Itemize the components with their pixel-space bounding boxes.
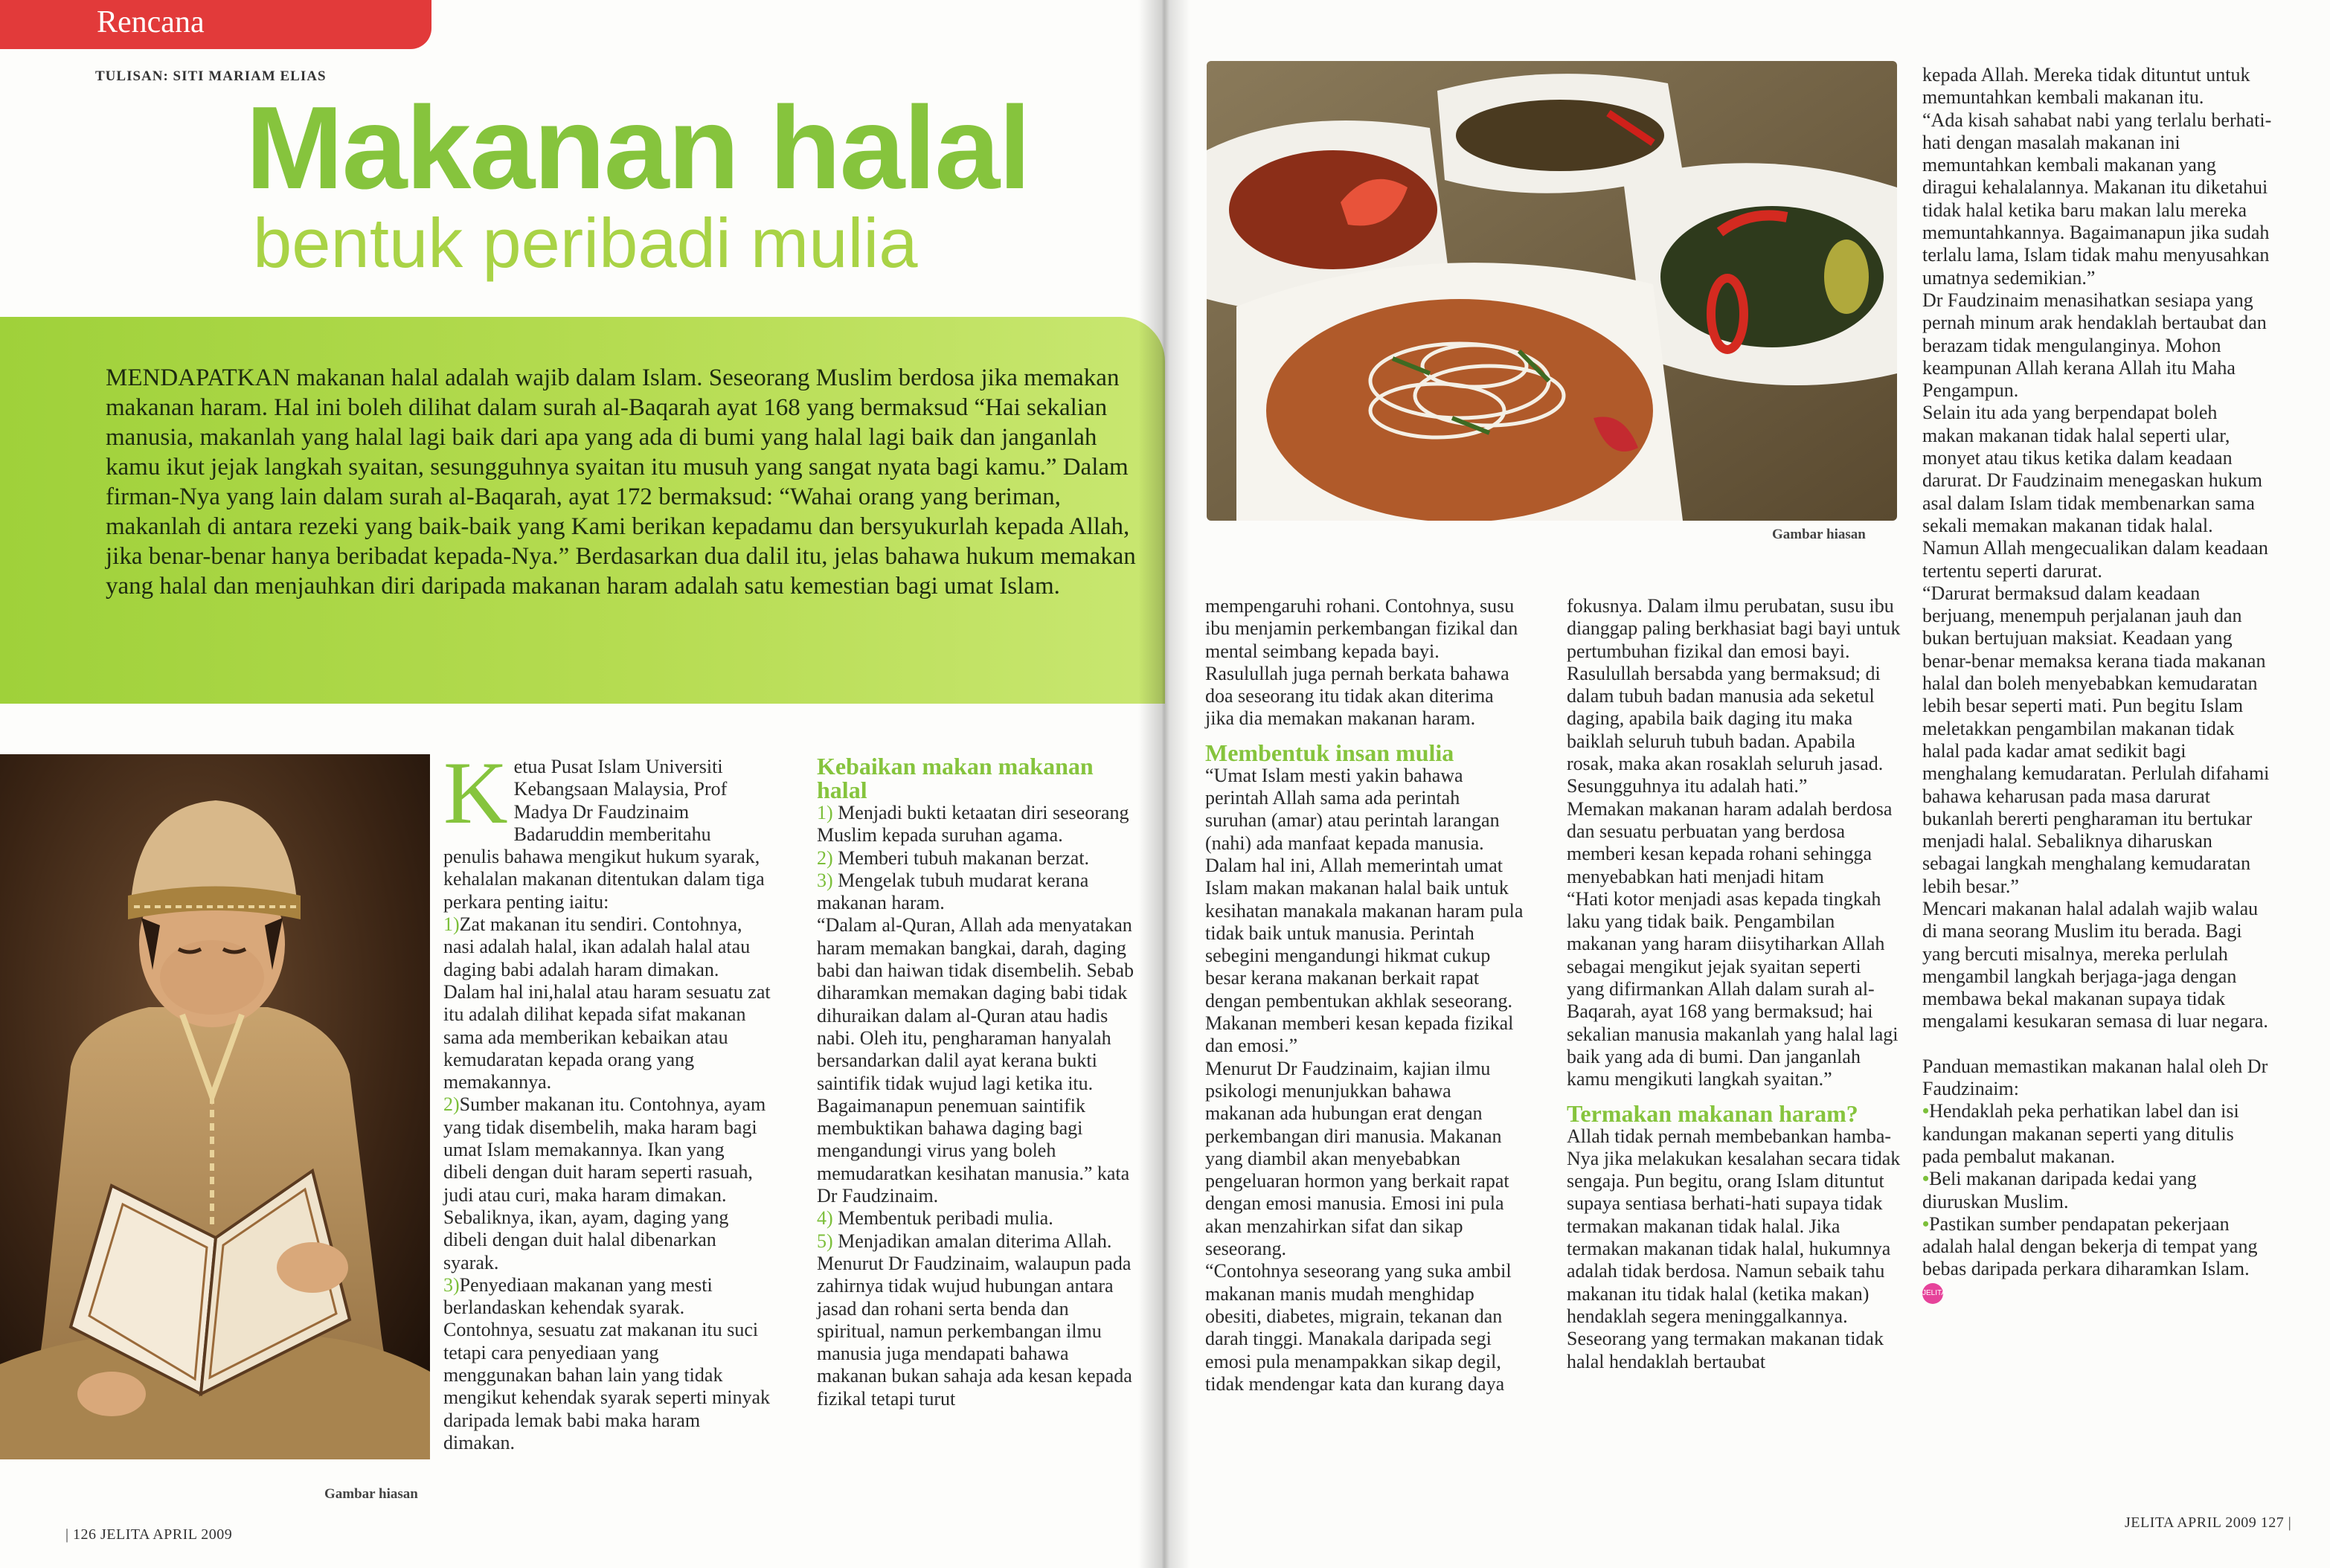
body-paragraph: Memakan makanan haram adalah berdosa dan sesuatu perbuatan yang berdosa memberi kesan kepada rohani sehingga menyebabkan hati menjadi hitam <box>1567 797 1893 887</box>
folio-right: JELITA APRIL 2009 127 | <box>2125 1514 2292 1531</box>
list-number: 1) <box>817 802 833 823</box>
column-2 <box>817 754 1138 1410</box>
list-number: 3) <box>443 1273 460 1296</box>
drop-cap: K <box>443 743 508 842</box>
byline: TULISAN: SITI MARIAM ELIAS <box>95 68 327 84</box>
spine-shadow <box>1138 0 1190 1568</box>
body-paragraph: mempengaruhi rohani. Contohnya, susu ibu menjamin perkembangan fizikal dan mental seimbang kepada bayi. Rasulullah juga pernah berkata bahawa doa seseorang itu tidak akan diterima jika dia memakan makanan haram. <box>1205 595 1518 730</box>
tip-item: Hendaklah peka perhatikan label dan isi kandungan makanan seperti yang ditulis pada pembalut makanan. <box>1922 1100 2239 1167</box>
list-item: Menjadikan amalan diterima Allah. <box>838 1230 1112 1252</box>
column-5 <box>1922 64 2272 1304</box>
bullet-icon: • <box>1922 1168 1930 1190</box>
lede-paragraph: MENDAPATKAN makanan halal adalah wajib dalam Islam. Seseorang Muslim berdosa jika memakan makanan haram. Hal ini boleh dilihat dalam surah al-Baqarah ayat 168 yang bermaksud “Hai sekalian manusia, makanlah yang halal lagi baik dari apa yang ada di bumi yang halal lagi baik dan janganlah kamu ikut jejak langkah syaitan, sesungguhnya syaitan itu musuh yang sangat nyata bagi kamu.” Dalam firman-Nya yang lain dalam surah al-Baqarah, ayat 172 bermaksud: “Wahai orang yang beriman, makanlah di antara rezeki yang baik-baik yang Kami berikan kepadamu dan bersyukurlah kepada Allah, jika benar-benar hanya beribadat kepada-Nya.” Berdasarkan dua dalil itu, jelas bahawa hukum memakan yang halal dan menjauhkan diri daripada makanan haram adalah satu kemestian bagi umat Islam. <box>106 364 1136 600</box>
body-paragraph: Allah tidak pernah membebankan hamba-Nya jika melakukan kesalahan secara tidak sengaja. Pun begitu, orang Islam dituntut supaya sentiasa berhati-hati supaya tidak termakan makanan tidak halal. Jika termakan makanan tidak halal, hukumnya adalah tidak berdosa. Namun sebaik tahu makanan itu tidak halal (ketika makan) hendaklah segera meninggalkannya. <box>1567 1125 1901 1327</box>
photo-boy-reading-quran <box>0 754 430 1459</box>
subheading-kebaikan: Kebaikan makan makanan halal <box>817 753 1094 803</box>
body-paragraph: fokusnya. Dalam ilmu perubatan, susu ibu dianggap paling berkhasiat bagi bayi untuk pertumbuhan fizikal dan emosi bayi. Rasulullah bersabda yang bermaksud; di dalam tubuh badan manusia ada seketul daging, apabila baik daging itu maka baiklah seluruh tubuh badan. Apabila rosak, maka akan rosaklah seluruh jasad. Sesungguhnya itu adalah hati.” <box>1567 595 1901 797</box>
body-paragraph: “Hati kotor menjadi asas kepada tingkah laku yang tidak baik. Pengambilan makanan yang haram diisytiharkan Allah sebagai mengikut jejak syaitan seperti yang difirmankan Allah dalam surah al-Baqarah, ayat 168 yang bermaksud; hai sekalian manusia makanlah yang halal lagi baik yang ada di bumi. Dan janganlah kamu mengikuti langkah syaitan.” <box>1567 887 1899 1090</box>
list-number: 1) <box>443 913 460 936</box>
list-number: 2) <box>443 1093 460 1116</box>
body-paragraph: Selain itu ada yang berpendapat boleh makan makanan tidak halal seperti ular, monyet atau tikus ketika dalam keadaan darurat. Dr Faudzinaim menegaskan hukum asal dalam Islam tidak membenarkan sama sekali memakan makanan tidak halal. Namun Allah mengecualikan dalam keadaan tertentu seperti darurat. <box>1922 402 2268 582</box>
body-paragraph: Seseorang yang termakan makanan tidak halal hendaklah bertaubat <box>1567 1328 1884 1372</box>
subheading-membentuk: Membentuk insan mulia <box>1205 739 1454 766</box>
list-item: Menjadi bukti ketaatan diri seseorang Muslim kepada suruhan agama. <box>817 802 1129 846</box>
col1-point3: Penyediaan makanan yang mesti berlandaskan kehendak syarak. Contohnya, sesuatu zat makanan itu suci tetapi cara penyediaan yang menggunakan bahan lain yang tidak mengikut kehendak syarak seperti minyak daripada lemak babi maka haram dimakan. <box>443 1273 770 1453</box>
bullet-icon: • <box>1922 1100 1930 1122</box>
folio-left: | 126 JELITA APRIL 2009 <box>65 1526 233 1543</box>
body-paragraph: “Darurat bermaksud dalam keadaan berjuang, menempuh perjalanan jauh dan bukan bertujuan maksiat. Keadaan yang benar-benar memaksa kerana tiada makanan halal dan boleh menyebabkan kemudaratan lebih besar seperti mati. Pun begitu Islam meletakkan pengambilan makanan tidak halal pada kadar amat sedikit bagi menghalang kemudaratan. Perlulah difahami bahawa keharusan pada masa darurat bukanlah bererti pengharaman itu bertukar menjadi halal. Sebaliknya diharuskan sebagai langkah menghalang kemudaratan lebih besar.” <box>1922 582 2270 897</box>
list-item: Membentuk peribadi mulia. <box>838 1207 1053 1230</box>
section-rubric <box>0 0 431 49</box>
tip-item: Beli makanan daripada kedai yang diuruskan Muslim. <box>1922 1168 2197 1212</box>
column-1 <box>443 743 771 1454</box>
body-paragraph: Dr Faudzinaim menasihatkan sesiapa yang pernah minum arak hendaklah bertaubat dan berazam tidak mengulanginya. Mohon keampunan Allah kerana Allah itu Maha Pengampun. <box>1922 289 2267 402</box>
col1-intro: etua Pusat Islam Universiti Kebangsaan Malaysia, Prof Madya Dr Faudzinaim Badaruddin memberitahu penulis bahawa mengikut hukum syarak, kehalalan makanan ditentukan dalam tiga perkara penting iaitu: <box>443 756 765 913</box>
rubric-label: Rencana <box>97 5 205 39</box>
sub-headline: bentuk peribadi mulia <box>253 204 918 282</box>
list-number: 5) <box>817 1230 833 1252</box>
body-paragraph: Menurut Dr Faudzinaim, kajian ilmu psikologi menunjukkan bahawa makanan ada hubungan erat dengan perkembangan diri manusia. Makanan yang diambil akan menyebabkan pengeluaran hormon yang berkait rapat dengan emosi manusia. Emosi ini pula akan menzahirkan sifat dan sikap seseorang. <box>1205 1057 1509 1260</box>
photo-food-dishes <box>1207 61 1897 521</box>
col1-point1: Zat makanan itu sendiri. Contohnya, nasi adalah halal, ikan adalah halal atau daging babi adalah haram dimakan. Dalam hal ini,halal atau haram sesuatu zat itu adalah dilihat kepada sifat makanan sama ada memberikan kebaikan atau kemudaratan kepada orang yang memakannya. <box>443 913 771 1093</box>
tip-item: Pastikan sumber pendapatan pekerjaan adalah halal dengan bekerja di tempat yang bebas daripada perkara diharamkan Islam. <box>1922 1212 2258 1280</box>
list-number: 2) <box>817 846 833 869</box>
tips-intro: Panduan memastikan makanan halal oleh Dr Faudzinaim: <box>1922 1055 2268 1100</box>
body-paragraph: “Ada kisah sahabat nabi yang terlalu berhati-hati dengan masalah makanan ini memuntahkan kembali makanan yang diragui kehalalannya. Makanan itu diketahui tidak halal ketika baru makan lalu mereka memuntahkannya. Bagaimanapun jika sudah terlalu lama, Islam tidak mahu menyusahkan umatnya sedemikian.” <box>1922 109 2272 289</box>
list-item: Mengelak tubuh mudarat kerana makanan haram. <box>817 869 1089 914</box>
body-paragraph: “Umat Islam mesti yakin bahawa perintah Allah sama ada perintah suruhan (amar) atau perintah larangan (nahi) ada manfaat kepada manusia. Dalam hal ini, Allah memerintah umat Islam makan makanan halal baik untuk kesihatan manakala makanan haram pula tidak baik untuk manusia. Perintah sebegini mengandungi hikmat cukup besar kerana makanan berkait rapat dengan pembentukan akhlak seseorang. Makanan memberi kesan kepada fizikal dan emosi.” <box>1205 764 1524 1057</box>
subheading-termakan: Termakan makanan haram? <box>1567 1099 1858 1127</box>
body-paragraph: Mencari makanan halal adalah wajib walau di mana seorang Muslim itu berada. Bagi yang bercuti misalnya, mereka perlulah mengambil langkah berjaga-jaga dengan membawa bekal makanan supaya tidak mengalami kesukaran semasa di luar negara. <box>1922 897 2268 1032</box>
body-paragraph: Menurut Dr Faudzinaim, walaupun pada zahirnya tidak wujud hubungan antara jasad dan rohani serta benda dan spiritual, namun perkembangan ilmu manusia juga mendapati bahawa makanan bukan sahaja ada kesan kepada fizikal tetapi turut <box>817 1252 1132 1410</box>
list-item: Memberi tubuh makanan berzat. <box>838 846 1090 869</box>
list-number: 4) <box>817 1207 833 1230</box>
body-paragraph: kepada Allah. Mereka tidak dituntut untuk memuntahkan kembali makanan itu. <box>1922 64 2250 109</box>
column-3 <box>1205 595 1525 1395</box>
bullet-icon: • <box>1922 1212 1930 1235</box>
headline: Makanan halal <box>245 83 1030 213</box>
list-number: 3) <box>817 869 833 891</box>
col1-point2: Sumber makanan itu. Contohnya, ayam yang tidak disembelih, maka haram bagi umat Islam memakannya. Ikan yang dibeli dengan duit haram seperti rasuah, judi atau curi, maka haram dimakan. Sebaliknya, ikan, ayam, daging yang dibeli dengan duit halal dibenarkan syarak. <box>443 1093 766 1273</box>
quote-paragraph: “Dalam al-Quran, Allah ada menyatakan haram memakan bangkai, darah, daging babi dan haiwan tidak disembelih. Sebab diharamkan memakan daging babi tidak dihuraikan dalam al-Quran atau hadis nabi. Oleh itu, pengharaman hanyalah bersandarkan dalil ayat kerana bukti saintifik tidak wujud lagi ketika itu. Bagaimanapun penemuan saintifik membuktikan bahawa daging bagi mengandungi virus yang boleh memudaratkan kesihatan manusia.” kata Dr Faudzinaim. <box>817 914 1134 1207</box>
column-4 <box>1567 595 1901 1373</box>
photo-caption-boy: Gambar hiasan <box>324 1486 418 1502</box>
end-mark-logo: JELITA <box>1922 1283 1943 1304</box>
photo-caption-food: Gambar hiasan <box>1772 527 1866 542</box>
body-paragraph: “Contohnya seseorang yang suka ambil makanan manis mudah menghidap obesiti, diabetes, migrain, tekanan dan darah tinggi. Manakala daripada segi emosi pula menampakkan sikap degil, tidak mendengar kata dan kurang daya <box>1205 1260 1512 1395</box>
